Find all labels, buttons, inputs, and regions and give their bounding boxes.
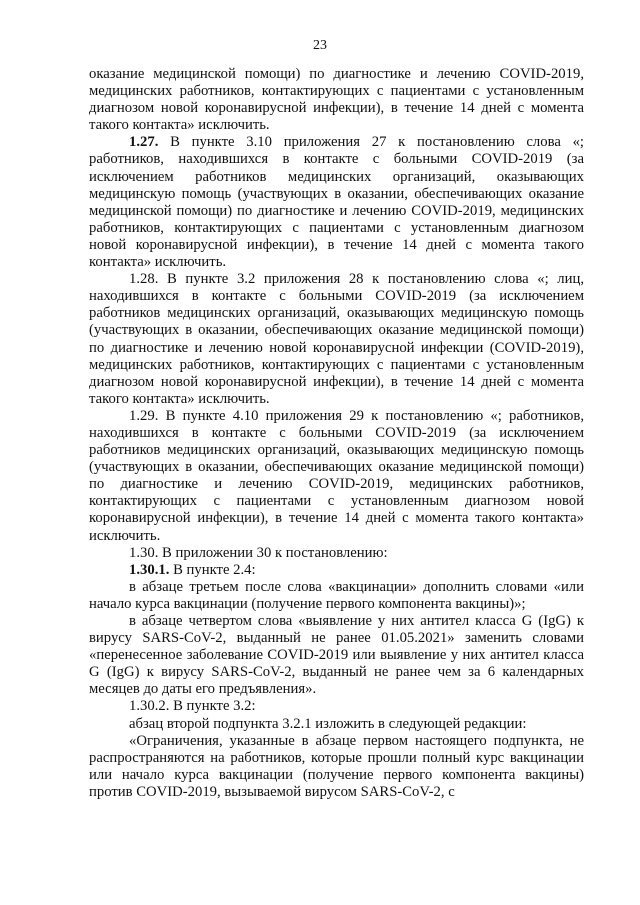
paragraph-text: «Ограничения, указанные в абзаце первом настоящего подпункта, не распространяются на работников, которые прошли полный курс вакцинации или начало курса вакцинации (получение первого компонента вакцины) против COVID-2019, вызываемой вирусом SARS-CoV-2, с (89, 732, 584, 800)
clause-number: 1.30.2. (129, 698, 170, 715)
clause-number: 1.28. (129, 271, 159, 288)
paragraph-abzac-4 (89, 613, 584, 698)
paragraph-text: оказание медицинской помощи) по диагностике и лечению COVID-2019, медицинских работников, контактирующих с пациентами с установленным диагнозом новой коронавирусной инфекции), в течение 14 дней с момента такого контакта» исключить. (89, 66, 584, 134)
paragraph-1-30 (89, 545, 584, 562)
paragraph-text: в абзаце четвертом слова «выявление у них антител класса G (IgG) к вирусу SARS-CoV-2, выданный не ранее 01.05.2021» заменить словами «перенесенное заболевание COVID-2019 или выявление у них антител класса G (IgG) к вирусу SARS-CoV-2, выданный не ранее чем за 6 календарных месяцев до даты его предъявления». (89, 613, 584, 698)
clause-number: 1.27. (129, 134, 159, 151)
paragraph-text: абзац второй подпункта 3.2.1 изложить в следующей редакции: (129, 715, 527, 732)
paragraph-quote (89, 733, 584, 801)
paragraph-1-30-1 (89, 562, 584, 579)
paragraph-text: в абзаце третьем после слова «вакцинации» дополнить словами «или начало курса вакцинации (получение первого компонента вакцины)»; (89, 578, 584, 612)
page-number: 23 (313, 38, 327, 53)
paragraph-continuation (89, 66, 584, 134)
paragraph-abzac-3 (89, 579, 584, 613)
paragraph-text: В пункте 3.2: (169, 698, 256, 715)
paragraph-1-28 (89, 271, 584, 408)
clause-number: 1.30.1. (129, 561, 170, 578)
paragraph-text: В пункте 2.4: (169, 561, 256, 578)
paragraph-text: В пункте 3.2 приложения 28 к постановлению слова «; лиц, находившихся в контакте с больными COVID-2019 (за исключением работников медицинских организаций, оказывающих медицинскую помощь (участвующих в оказании, обеспечивающих оказание медицинской помощи) по диагностике и лечению новой коронавирусной инфекции (COVID-2019), медицинских работников, контактирующих с пациентами с установленным диагнозом новой коронавирусной инфекции), в течение 14 дней с момента такого контакта» исключить. (89, 271, 584, 407)
paragraph-text: В пункте 3.10 приложения 27 к постановлению слова «; работников, находившихся в контакте с больными COVID-2019 (за исключением работников медицинских организаций, оказывающих медицинскую помощь (участвующих в оказании, обеспечивающих оказание медицинской помощи) по диагностике и лечению COVID-2019, медицинских работников, контактирующих с пациентами с установленным диагнозом новой коронавирусной инфекции), в течение 14 дней с момента такого контакта» исключить. (89, 134, 584, 271)
paragraph-text: В приложении 30 к постановлению: (158, 544, 388, 561)
paragraph-1-29 (89, 408, 584, 545)
paragraph-1-27 (89, 134, 584, 271)
paragraph-text: В пункте 4.10 приложения 29 к постановлению «; работников, находившихся в контакте с больными COVID-2019 (за исключением работников медицинских организаций, оказывающих медицинскую помощь (участвующих в оказании, обеспечивающих оказание медицинской помощи) по диагностике и лечению COVID-2019, медицинских работников, контактирующих с пациентами с установленным диагнозом новой коронавирусной инфекции), в течение 14 дней с момента такого контакта» исключить. (89, 407, 584, 544)
clause-number: 1.30. (129, 544, 159, 561)
paragraph-1-30-2 (89, 698, 584, 715)
paragraph-abzac-2 (89, 716, 584, 733)
document-body (89, 66, 584, 801)
clause-number: 1.29. (129, 407, 159, 424)
